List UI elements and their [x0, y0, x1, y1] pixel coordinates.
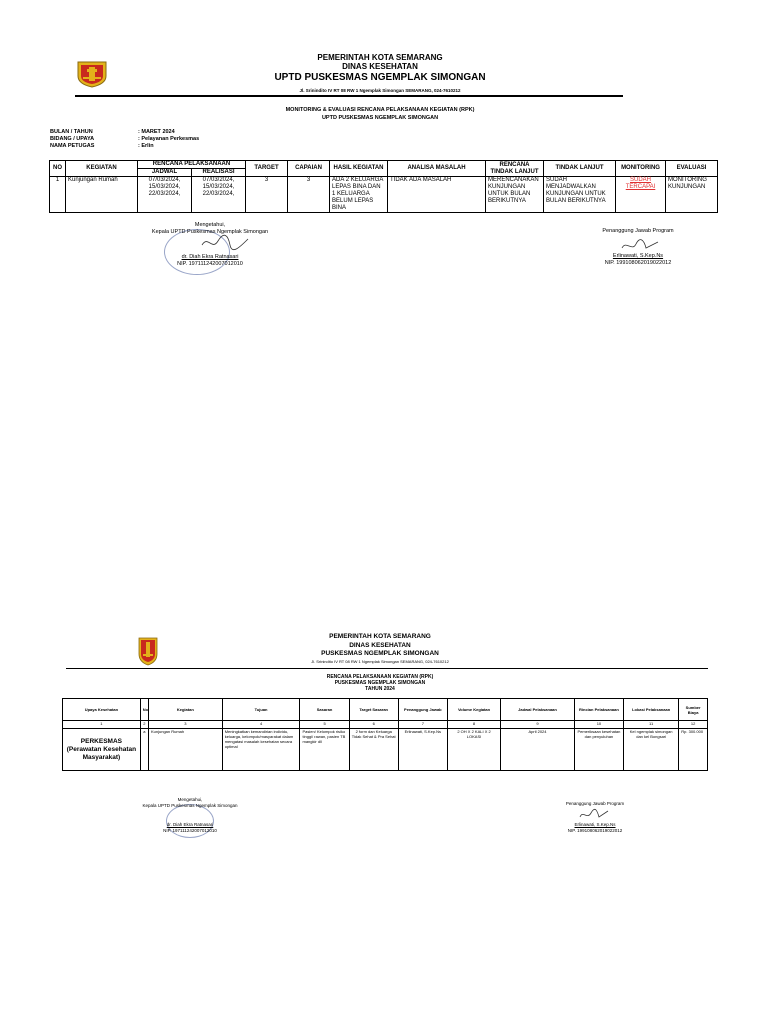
col-header: Tujuan: [222, 699, 300, 721]
sig-name: dr. Diah Ekra Ratnasari: [181, 254, 239, 260]
cell-tindak: SUDAH MENJADWALKAN KUNJUNGAN UNTUK BULAN BERIKUTNYA: [544, 177, 616, 213]
col-realisasi: REALISASI: [192, 169, 246, 177]
col-header: Volume Kegiatan: [447, 699, 500, 721]
col-header: Upaya Kesehatan: [63, 699, 141, 721]
col-header: Target Sasaran: [349, 699, 398, 721]
right-signature: [540, 801, 650, 834]
meta-row: [50, 129, 199, 136]
table-row: [50, 177, 718, 213]
cell-jadwal: April 2024: [501, 729, 575, 771]
header-rule: [66, 668, 708, 669]
cell-pj: Erlinawati, S.Kep.Ns: [398, 729, 447, 771]
cell-monitoring: SUDAH TERCAPAI: [616, 177, 666, 213]
col-number: 8: [447, 721, 500, 729]
doc-year: TAHUN 2024: [365, 686, 395, 692]
col-header: Sasaran: [300, 699, 349, 721]
cell-rtl: MERENCANAKAN KUNJUNGAN UNTUK BULAN BERIKUTNYA: [486, 177, 544, 213]
col-number: 3: [148, 721, 222, 729]
city-emblem-icon: [138, 636, 158, 666]
monitoring-table: [49, 160, 718, 213]
meta-row: [50, 136, 199, 143]
cell-analisa: TIDAK ADA MASALAH: [388, 177, 486, 213]
rpk-table: [62, 698, 708, 771]
col-header: Kegiatan: [148, 699, 222, 721]
cell-evaluasi: MONITORING KUNJUNGAN: [666, 177, 718, 213]
col-no: NO: [50, 161, 66, 177]
meta-label: NAMA PETUGAS: [50, 143, 95, 149]
col-number: 4: [222, 721, 300, 729]
sig-name: dr. Diah Ekra Ratnasari: [166, 822, 214, 827]
cell-jadwal: 07/03/2024, 15/03/2024, 22/03/2024,: [138, 177, 192, 213]
table-row: [63, 729, 708, 771]
col-number: 11: [623, 721, 678, 729]
col-target: TARGET: [246, 161, 288, 177]
doc-subtitle: PUSKESMAS NGEMPLAK SIMONGAN: [334, 680, 426, 686]
col-hasil: HASIL KEGIATAN: [330, 161, 388, 177]
cell-realisasi: 07/03/2024, 15/03/2024, 22/03/2024,: [192, 177, 246, 213]
cell-no: 1: [50, 177, 66, 213]
doc-title: RENCANA PELAKSANAAN KEGIATAN (RPK): [326, 674, 434, 680]
col-rtl: RENCANA TINDAK LANJUT: [486, 161, 544, 177]
col-rencana: RENCANA PELAKSANAAN: [138, 161, 246, 169]
meta-value: : Erlin: [138, 143, 154, 149]
col-evaluasi: EVALUASI: [666, 161, 718, 177]
meta-value: : MARET 2024: [138, 129, 175, 135]
sig-position: Kepala UPTD Puskesmas Ngemplak Simongan: [151, 229, 269, 235]
city-emblem-icon: [76, 60, 108, 88]
col-monitoring: MONITORING: [616, 161, 666, 177]
cell-kegiatan: Kunjungan Rumah: [66, 177, 138, 213]
address: Jl. Srinindito IV RT 08 RW 1 Ngemplak Simongan SEMARANG, 024-7610212: [299, 88, 461, 93]
gov-name: PEMERINTAH KOTA SEMARANG: [317, 53, 443, 62]
sig-position: Penanggung Jawab Program: [602, 228, 674, 234]
col-header: Penanggung Jawab: [398, 699, 447, 721]
sig-greeting: Mengetahui,: [194, 222, 226, 228]
header-row: [63, 699, 708, 721]
col-number: 5: [300, 721, 349, 729]
cell-volume: 2 OH X 2 KALI X 2 LOKASI: [447, 729, 500, 771]
cell-hasil: ADA 2 KELUARGA LEPAS BINA DAN 1 KELUARGA BELUM LEPAS BINA: [330, 177, 388, 213]
doc-subtitle: UPTD PUSKESMAS NGEMPLAK SIMONGAN: [321, 115, 439, 121]
sig-greeting: Mengetahui,: [177, 797, 203, 802]
col-number: 12: [679, 721, 708, 729]
dept-name: DINAS KESEHATAN: [349, 642, 411, 649]
col-number: 10: [574, 721, 623, 729]
cell-target: 3: [246, 177, 288, 213]
dept-name: DINAS KESEHATAN: [342, 62, 418, 71]
cell-no: a: [140, 729, 148, 771]
cell-target: 2 form dan Keluarga Tidak Sehat & Pra Sehat: [349, 729, 398, 771]
sig-nip: NIP. 199108062019022012: [567, 828, 623, 833]
col-header: Rincian Pelaksanaan: [574, 699, 623, 721]
col-header: Sumber Biaya: [679, 699, 708, 721]
unit-name: UPTD PUSKESMAS NGEMPLAK SIMONGAN: [274, 72, 486, 83]
cell-biaya: Rp. 300.000: [679, 729, 708, 771]
meta-value: : Pelayanan Perkesmas: [138, 136, 200, 142]
address: Jl. Srinindito IV RT 08 RW 1 Ngemplak Simongan SEMARANG, 024-7610212: [311, 659, 449, 664]
doc-title: MONITORING & EVALUASI RENCANA PELAKSANAAN KEGIATAN (RPK): [285, 107, 475, 113]
number-row: [63, 721, 708, 729]
col-number: 7: [398, 721, 447, 729]
col-header: Jadwal Pelaksanaan: [501, 699, 575, 721]
doc1-meta: [50, 129, 199, 150]
meta-row: [50, 143, 199, 150]
col-jadwal: JADWAL: [138, 169, 192, 177]
cell-kegiatan: Kunjungan Rumah: [148, 729, 222, 771]
header-rule: [75, 95, 623, 97]
col-number: 9: [501, 721, 575, 729]
meta-label: BIDANG / UPAYA: [50, 136, 95, 142]
sig-name: Erlinawati, S.Kep.Ns: [612, 253, 664, 259]
cell-capaian: 3: [288, 177, 330, 213]
meta-label: BULAN / TAHUN: [50, 129, 93, 135]
col-capaian: CAPAIAN: [288, 161, 330, 177]
sig-nip: NIP. 199108062019022012: [604, 260, 672, 266]
col-analisa: ANALISA MASALAH: [388, 161, 486, 177]
col-header: No.: [140, 699, 148, 721]
sig-nip: NIP. 197111242007012010: [177, 261, 243, 267]
col-number: 2: [140, 721, 148, 729]
sig-name: Erlinawati, S.Kep.Ns: [574, 822, 616, 827]
col-number: 6: [349, 721, 398, 729]
left-signature: [140, 222, 280, 268]
sig-position: Kepala UPTD Puskesmas Ngemplak Simongan: [142, 803, 238, 808]
cell-lokasi: Kel ngemplak simongan dan kel Bongsari: [623, 729, 678, 771]
sig-nip: NIP. 197111242007012010: [163, 828, 217, 833]
cell-sasaran: Pasien/ Kelompok risiko tinggi/ rawan, pasien TB mangkir dll: [300, 729, 349, 771]
gov-name: PEMERINTAH KOTA SEMARANG: [329, 633, 431, 640]
unit-name: PUSKESMAS NGEMPLAK SIMONGAN: [321, 650, 439, 657]
sig-position: Penanggung Jawab Program: [565, 801, 625, 806]
col-kegiatan: KEGIATAN: [66, 161, 138, 177]
right-signature: [578, 228, 698, 267]
cell-upaya: PERKESMAS (Perawatan Kesehatan Masyarakat): [63, 729, 141, 771]
left-signature: [130, 797, 250, 834]
col-header: Lokasi Pelaksanaan: [623, 699, 678, 721]
col-number: 1: [63, 721, 141, 729]
cell-rincian: Pemeriksaan kesehatan dan penyuluhan: [574, 729, 623, 771]
col-tindak: TINDAK LANJUT: [544, 161, 616, 177]
cell-tujuan: Meningkatkan kemandirian individu, keluarga, kelompok/masyarakat dalam mengatasi masalah kesehatan secara optimal: [222, 729, 300, 771]
